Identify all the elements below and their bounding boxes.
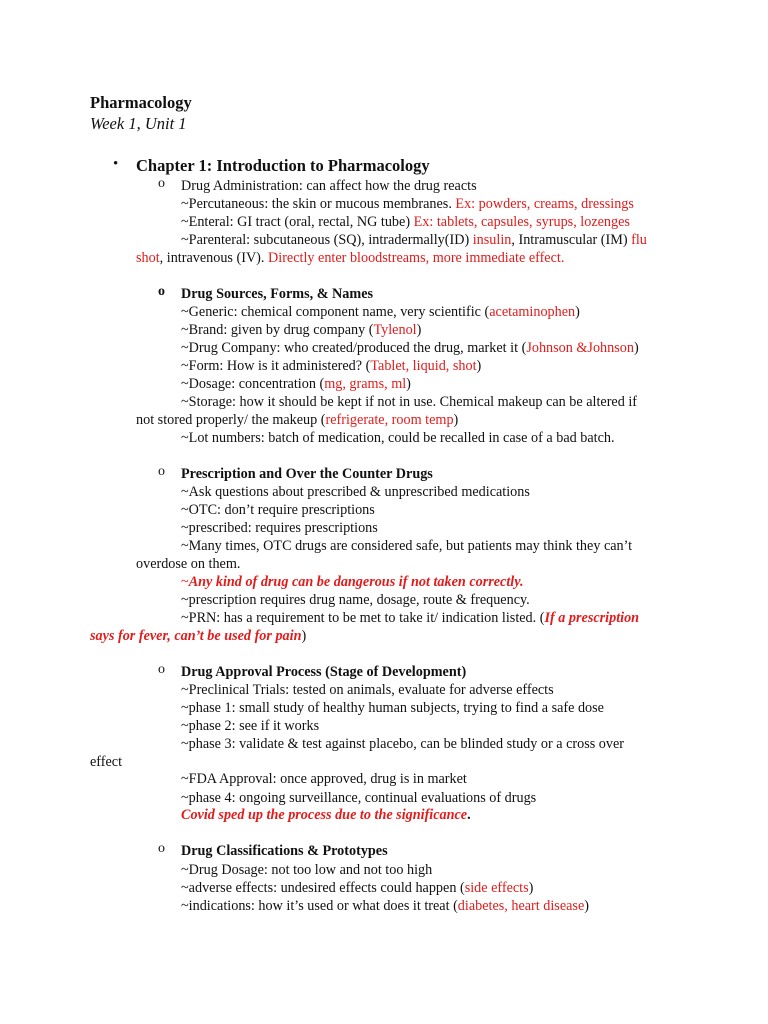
s3-line-5: overdose on them. bbox=[136, 556, 241, 572]
s2-line-6: ~Storage: how it should be kept if not in use. Chemical makeup can be altered if bbox=[181, 394, 638, 410]
filled-bullet: • bbox=[113, 156, 119, 172]
hollow-bullet: o bbox=[158, 464, 165, 479]
s5-line-3: ~indications: how it’s used or what does it treat (diabetes, heart disease) bbox=[181, 898, 589, 914]
s3-line-8: ~PRN: has a requirement to be met to take it/ indication listed. (If a prescription bbox=[181, 610, 640, 626]
s1-line-4: shot, intravenous (IV). Directly enter bloodstreams, more immediate effect. bbox=[136, 250, 565, 266]
s2-line-8: ~Lot numbers: batch of medication, could be recalled in case of a bad batch. bbox=[181, 430, 615, 446]
s3-line-9: says for fever, can’t be used for pain) bbox=[90, 628, 307, 644]
s4-heading: Drug Approval Process (Stage of Development) bbox=[181, 664, 467, 680]
s3-line-2: ~OTC: don’t require prescriptions bbox=[181, 502, 375, 518]
s5-heading: Drug Classifications & Prototypes bbox=[181, 843, 388, 859]
chapter-heading: Chapter 1: Introduction to Pharmacology bbox=[136, 156, 430, 175]
s2-line-7: not stored properly/ the makeup (refrigerate, room temp) bbox=[136, 412, 459, 428]
s3-line-1: ~Ask questions about prescribed & unprescribed medications bbox=[181, 484, 530, 500]
s3-heading: Prescription and Over the Counter Drugs bbox=[181, 466, 433, 482]
hollow-bullet: o bbox=[158, 176, 165, 191]
s2-line-1: ~Generic: chemical component name, very scientific (acetaminophen) bbox=[181, 304, 580, 320]
s4-line-5: effect bbox=[90, 754, 123, 770]
s4-line-2: ~phase 1: small study of healthy human subjects, trying to find a safe dose bbox=[181, 700, 604, 716]
hollow-bullet: o bbox=[158, 284, 165, 299]
s2-heading: Drug Sources, Forms, & Names bbox=[181, 286, 374, 302]
doc-title: Pharmacology bbox=[90, 93, 192, 112]
hollow-bullet: o bbox=[158, 841, 165, 856]
s5-line-1: ~Drug Dosage: not too low and not too high bbox=[181, 862, 433, 878]
s3-line-6: ~Any kind of drug can be dangerous if not taken correctly. bbox=[181, 574, 524, 590]
s5-line-2: ~adverse effects: undesired effects could happen (side effects) bbox=[181, 880, 534, 896]
s2-line-3: ~Drug Company: who created/produced the drug, market it (Johnson &Johnson) bbox=[181, 340, 639, 356]
s2-line-5: ~Dosage: concentration (mg, grams, ml) bbox=[181, 376, 411, 392]
s2-line-4: ~Form: How is it administered? (Tablet, liquid, shot) bbox=[181, 358, 482, 374]
doc-subtitle: Week 1, Unit 1 bbox=[90, 114, 187, 133]
s1-line-3: ~Parenteral: subcutaneous (SQ), intradermally(ID) insulin, Intramuscular (IM) flu bbox=[181, 232, 647, 248]
s4-line-3: ~phase 2: see if it works bbox=[181, 718, 320, 734]
s3-line-7: ~prescription requires drug name, dosage, route & frequency. bbox=[181, 592, 530, 608]
s4-line-7: ~phase 4: ongoing surveillance, continual evaluations of drugs bbox=[181, 790, 537, 806]
s1-line-2: ~Enteral: GI tract (oral, rectal, NG tube) Ex: tablets, capsules, syrups, lozenges bbox=[181, 214, 630, 230]
s1-line-1: ~Percutaneous: the skin or mucous membranes. Ex: powders, creams, dressings bbox=[181, 196, 634, 212]
s4-line-6: ~FDA Approval: once approved, drug is in market bbox=[181, 771, 467, 787]
s4-line-8: Covid sped up the process due to the significance. bbox=[181, 807, 471, 823]
hollow-bullet: o bbox=[158, 662, 165, 677]
s2-line-2: ~Brand: given by drug company (Tylenol) bbox=[181, 322, 422, 338]
s4-line-4: ~phase 3: validate & test against placebo, can be blinded study or a cross over bbox=[181, 736, 625, 752]
s3-line-3: ~prescribed: requires prescriptions bbox=[181, 520, 378, 536]
s1-heading: Drug Administration: can affect how the drug reacts bbox=[181, 178, 477, 194]
s4-line-1: ~Preclinical Trials: tested on animals, evaluate for adverse effects bbox=[181, 682, 554, 698]
s3-line-4: ~Many times, OTC drugs are considered safe, but patients may think they can’t bbox=[181, 538, 633, 554]
